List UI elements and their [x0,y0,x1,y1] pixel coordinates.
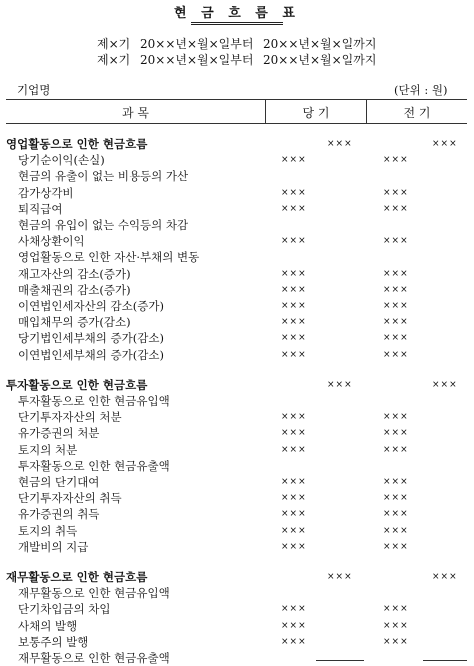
line-item-row [0,442,474,458]
line-item-row [0,314,474,330]
line-item-label: 토지의 취득 [18,523,78,538]
table-top-rule [6,99,467,100]
line-item-row [0,347,474,363]
amount-c2: ××× [327,139,353,149]
line-item-row [0,618,474,634]
amount-c3: ××× [383,301,409,311]
amount-c1: ××× [281,187,307,198]
header-current: 당 기 [302,106,330,120]
amount-c1: ××× [281,333,307,344]
amount-c3: ××× [383,525,409,536]
section-label: 투자활동으로 인한 현금흐름 [6,377,148,392]
line-item-label: 투자활동으로 인한 현금유입액 [18,394,170,408]
line-item-row [0,474,474,490]
amount-c3: ××× [383,444,409,455]
amount-c3: ××× [383,620,409,631]
line-item-label: 재고자산의 감소(증가) [18,266,131,281]
line-item-label: 재무활동으로 인한 현금유입액 [18,586,170,601]
title-underline [191,22,283,25]
amount-c1: ××× [281,541,307,552]
amount-c1: ××× [281,284,307,295]
amount-c2: ××× [327,572,353,582]
line-item-row [0,201,474,217]
amount-c4: ××× [432,139,458,149]
line-item-label: 이연법인세자산의 감소(증가) [18,299,164,313]
line-item-label: 현금의 단기대여 [18,475,100,489]
line-item-row [0,168,474,184]
line-item-row [0,249,474,265]
amount-c3: ××× [383,541,409,552]
line-item-label: 사채상환이익 [18,234,85,249]
amount-c3: ××× [383,493,409,504]
line-item-label: 단기차입금의 차입 [18,602,111,617]
amount-c1: ××× [281,444,307,455]
amount-c1: ××× [281,412,307,423]
amount-c1: ××× [281,509,307,520]
amount-c3: ××× [383,203,409,214]
header-divider-1 [265,99,266,123]
line-item-label: 현금의 유출이 없는 비용등의 가산 [18,169,189,184]
line-item-label: 퇴직급여 [18,201,63,216]
amount-c4: ××× [432,379,458,390]
line-item-row [0,506,474,522]
amount-c1: ××× [281,525,307,536]
period-2-label: 제×기 [97,53,131,67]
amount-c3: ××× [383,317,409,328]
amount-c1: ××× [281,620,307,631]
line-item-row [0,539,474,555]
line-item-label: 당기법인세부채의 증가(감소) [18,331,164,346]
line-item-row [0,425,474,441]
line-item-label: 단기투자자산의 취득 [18,491,122,506]
line-item-label: 보통주의 발행 [18,634,89,649]
line-item-row [0,152,474,168]
amount-c1: ××× [281,604,307,615]
line-item-row [0,601,474,617]
period-1-from: 20××년×월×일부터 [140,37,254,51]
line-item-row [0,233,474,249]
amount-c1: ××× [281,236,307,247]
amount-c3: ××× [383,333,409,344]
amount-c1: ××× [281,317,307,328]
line-item-label: 감가상각비 [18,185,74,200]
amount-c2: ××× [327,379,353,390]
amount-c3: ××× [383,604,409,615]
amount-c3: ××× [383,236,409,247]
period-2-from: 20××년×월×일부터 [140,53,254,67]
line-item-label: 단기투자자산의 처분 [18,410,122,425]
table-header-rule [6,123,467,124]
section-row [0,377,474,393]
line-item-label: 개발비의 지급 [18,539,89,554]
line-item-label: 당기순이익(손실) [18,153,105,168]
header-account: 과 목 [122,106,149,120]
line-item-row [0,282,474,298]
amount-c1: ××× [281,349,307,360]
section-row [0,136,474,152]
line-item-row [0,185,474,201]
amount-c1: ××× [281,301,307,311]
amount-c1: ××× [281,203,307,214]
total-rule-prior [423,660,467,661]
amount-c3: ××× [383,155,409,166]
period-2-to: 20××년×월×일까지 [263,53,377,67]
header-prior: 전 기 [403,106,431,120]
amount-c1: ××× [281,268,307,279]
amount-c4: ××× [432,572,458,582]
line-item-row [0,490,474,506]
amount-c3: ××× [383,349,409,360]
amount-c3: ××× [383,428,409,439]
section-label: 재무활동으로 인한 현금흐름 [6,570,148,584]
amount-c3: ××× [383,412,409,423]
line-item-label: 투자활동으로 인한 현금유출액 [18,458,170,473]
line-item-row [0,266,474,282]
amount-c3: ××× [383,636,409,647]
line-item-label: 매입채무의 증가(감소) [18,315,131,330]
amount-c3: ××× [383,284,409,295]
amount-c1: ××× [281,155,307,166]
line-item-label: 토지의 처분 [18,442,78,457]
amount-c1: ××× [281,477,307,487]
amount-c1: ××× [281,636,307,647]
line-item-label: 영업활동으로 인한 자산·부채의 변동 [18,250,200,265]
line-item-row [0,409,474,425]
line-item-row [0,650,474,666]
line-item-label: 현금의 유입이 없는 수익등의 차감 [18,218,189,232]
amount-c3: ××× [383,477,409,487]
section-row [0,569,474,585]
line-item-row [0,634,474,650]
period-1-label: 제×기 [97,37,131,51]
amount-c3: ××× [383,509,409,520]
line-item-row [0,585,474,601]
section-label: 영업활동으로 인한 현금흐름 [6,137,148,151]
company-label: 기업명 [17,83,51,97]
statement-title: 현 금 흐 름 표 [174,6,300,21]
line-item-label: 매출채권의 감소(증가) [18,282,131,297]
amount-c3: ××× [383,187,409,198]
amount-c1: ××× [281,493,307,504]
line-item-row [0,217,474,233]
line-item-label: 재무활동으로 인한 현금유출액 [18,651,170,665]
period-1-to: 20××년×월×일까지 [263,37,377,51]
line-item-row [0,330,474,346]
total-rule-current [316,660,364,661]
line-item-row [0,298,474,314]
line-item-row [0,523,474,539]
line-item-row [0,393,474,409]
line-item-row [0,458,474,474]
line-item-label: 유가증권의 처분 [18,426,100,441]
header-divider-2 [366,99,367,123]
line-item-label: 이연법인세부채의 증가(감소) [18,347,164,362]
line-item-label: 유가증권의 취득 [18,507,100,522]
amount-c3: ××× [383,268,409,279]
line-item-label: 사채의 발행 [18,618,78,633]
amount-c1: ××× [281,428,307,439]
unit-label: (단위 : 원) [394,83,448,97]
